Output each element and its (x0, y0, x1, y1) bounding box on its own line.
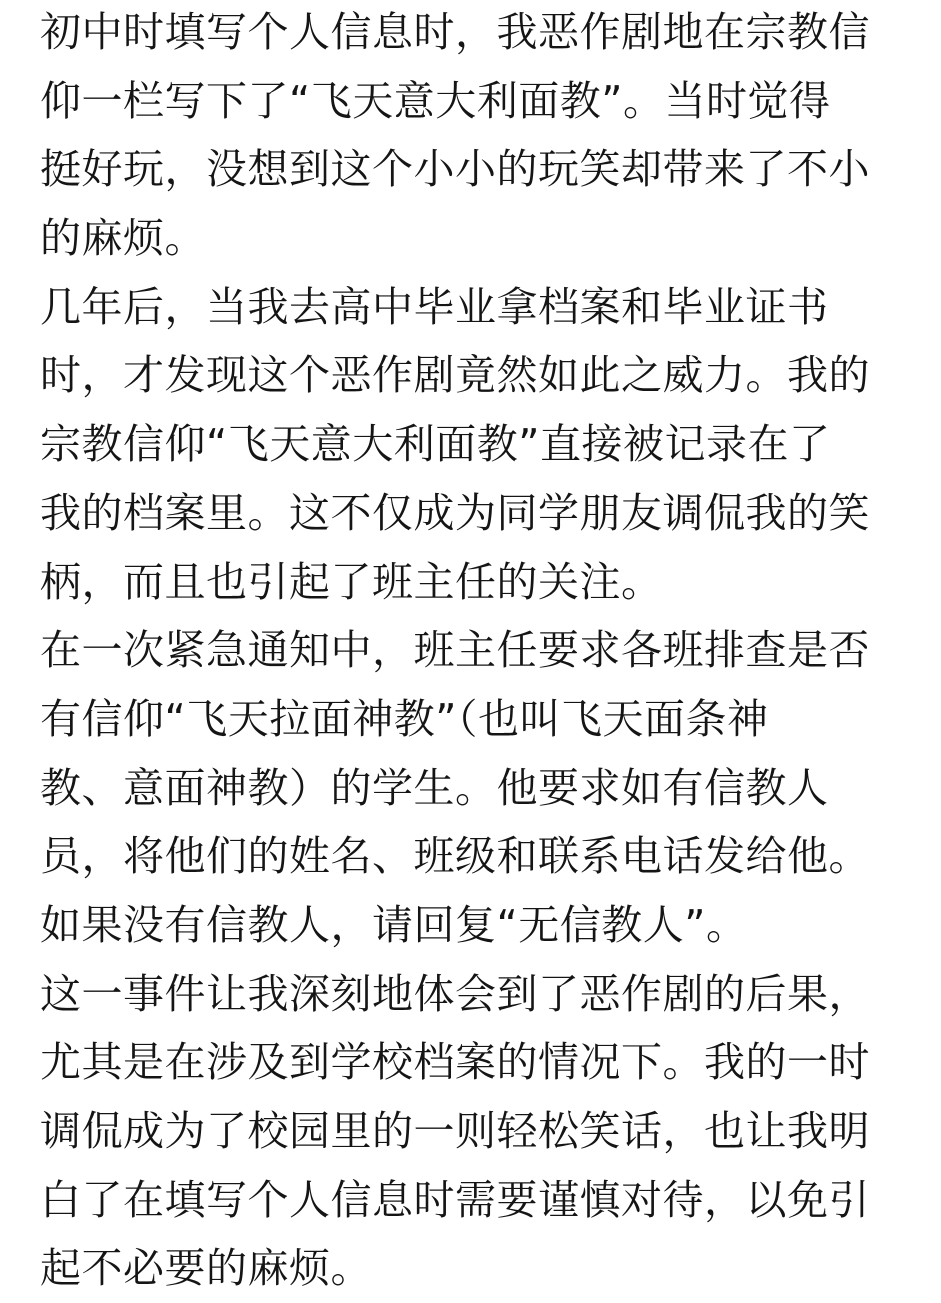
text-line: 调侃成为了校园里的一则轻松笑话，也让我明 (40, 1107, 870, 1155)
text-line: 教、意面神教）的学生。他要求如有信教人 (40, 763, 829, 812)
text-line: 初中时填写个人信息时，我恶作剧地在宗教信 (40, 8, 870, 56)
text-line: 仰一栏写下了“飞天意大利面教”。当时觉得 (40, 76, 831, 125)
text-line: 有信仰“飞天拉面神教”（也叫飞天面条神 (40, 694, 769, 743)
text-line: 在一次紧急通知中，班主任要求各班排查是否 (40, 626, 870, 675)
text-line: 如果没有信教人，请回复“无信教人”。 (40, 900, 748, 949)
text-line: 白了在填写个人信息时需要谨慎对待，以免引 (40, 1175, 870, 1224)
text-line: 的麻烦。 (40, 214, 206, 263)
text-line: 挺好玩，没想到这个小小的玩笑却带来了不小 (40, 145, 870, 194)
text-line: 时，才发现这个恶作剧竟然如此之威力。我的 (40, 351, 870, 400)
text-line: 起不必要的麻烦。 (40, 1244, 372, 1293)
text-line: 这一事件让我深刻地体会到了恶作剧的后果， (40, 969, 870, 1018)
text-line: 尤其是在涉及到学校档案的情况下。我的一时 (40, 1038, 870, 1087)
text-line: 我的档案里。这不仅成为同学朋友调侃我的笑 (40, 488, 870, 537)
text-line: 几年后，当我去高中毕业拿档案和毕业证书 (40, 282, 829, 331)
text-line: 柄，而且也引起了班主任的关注。 (40, 557, 663, 606)
text-line: 宗教信仰“飞天意大利面教”直接被记录在了 (40, 420, 831, 469)
text-line: 员，将他们的姓名、班级和联系电话发给他。 (40, 832, 870, 881)
